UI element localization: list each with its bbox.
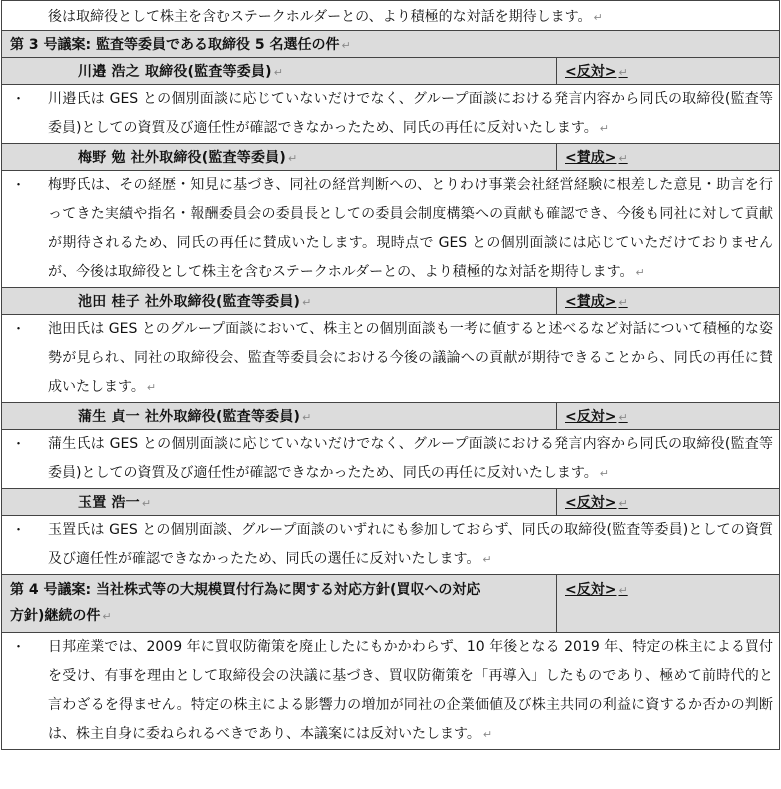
candidate-name-cell <box>2 489 557 516</box>
reason-cell <box>2 171 780 288</box>
continued-row <box>2 1 780 31</box>
vote-label: <賛成> <box>565 150 617 166</box>
reason-row <box>2 315 780 403</box>
return-mark: ↵ <box>482 553 492 566</box>
agenda3-title: 第 3 号議案: 監査等委員である取締役 5 名選任の件 <box>10 37 340 53</box>
return-mark: ↵ <box>618 152 628 165</box>
bullet-icon: ・ <box>12 437 26 452</box>
vote-label: <反対> <box>565 582 617 598</box>
return-mark: ↵ <box>599 122 609 135</box>
candidate-name-cell <box>2 288 557 315</box>
agenda4-title-line1: 第 4 号議案: 当社株式等の大規模買付行為に関する対応方針(買収への対応 <box>10 582 481 598</box>
reason-cell <box>2 85 780 144</box>
continued-text-cell <box>2 1 780 31</box>
reason-row <box>2 85 780 144</box>
candidate-name-cell <box>2 403 557 430</box>
reason-row <box>2 633 780 750</box>
bullet-icon: ・ <box>12 178 26 193</box>
return-mark: ↵ <box>302 411 312 424</box>
vote-cell <box>557 403 780 430</box>
vote-cell <box>557 489 780 516</box>
bullet-icon: ・ <box>12 523 26 538</box>
return-mark: ↵ <box>618 497 628 510</box>
vote-cell <box>557 58 780 85</box>
agenda4-title-cell <box>2 575 557 633</box>
vote-label: <賛成> <box>565 294 617 310</box>
reason-text: 玉置氏は GES との個別面談、グループ面談のいずれにも参加しておらず、同氏の取締役(監査等委員)としての資質及び適任性が確認できなかったため、同氏の選任に反対いたします。 <box>48 522 774 567</box>
reason-row <box>2 171 780 288</box>
reason-cell <box>2 430 780 489</box>
agenda3-header-row <box>2 31 780 58</box>
candidate-row <box>2 403 780 430</box>
agenda4-title-line2: 方針)継続の件 <box>10 608 101 624</box>
reason-row <box>2 516 780 575</box>
return-mark: ↵ <box>102 610 112 623</box>
return-mark: ↵ <box>302 296 312 309</box>
reason-text: 川邉氏は GES との個別面談に応じていないだけでなく、グループ面談における発言内容から同氏の取締役(監査等委員)としての資質及び適任性が確認できなかったため、同氏の再任に反対いたします。 <box>48 91 774 136</box>
reason-text-wrap <box>48 516 779 574</box>
candidate-name-cell <box>2 144 557 171</box>
return-mark: ↵ <box>287 152 298 165</box>
reason-cell <box>2 633 780 750</box>
bullet-icon: ・ <box>12 322 26 337</box>
return-mark: ↵ <box>341 39 351 52</box>
return-mark: ↵ <box>146 381 157 394</box>
return-mark: ↵ <box>141 497 152 510</box>
return-mark: ↵ <box>618 66 628 79</box>
candidate-row <box>2 144 780 171</box>
return-mark: ↵ <box>618 411 628 424</box>
reason-text: 蒲生氏は GES との個別面談に応じていないだけでなく、グループ面談における発言内容から同氏の取締役(監査等委員)としての資質及び適任性が確認できなかったため、同氏の再任に反対いたします。 <box>48 436 774 481</box>
continued-text: 後は取締役として株主を含むステークホルダーとの、より積極的な対話を期待します。 <box>48 8 592 25</box>
candidate-row <box>2 288 780 315</box>
reason-text-wrap <box>48 633 779 749</box>
reason-row <box>2 430 780 489</box>
agenda4-title-line2-wrap <box>10 603 556 630</box>
candidate-name: 玉置 浩一 <box>78 495 140 511</box>
vote-cell <box>557 288 780 315</box>
candidate-name-cell <box>2 58 557 85</box>
reason-text-wrap <box>48 430 779 488</box>
vote-cell <box>557 144 780 171</box>
vote-cell <box>557 575 780 633</box>
reason-text: 日邦産業では、2009 年に買収防衛策を廃止したにもかかわらず、10 年後となる 2019 年、特定の株主による買付を受け、有事を理由として取締役会の決議に基づき、買収防衛策を「再導入」したものであり、極めて前時代的と言わざるを得ません。特定の株主による影響力の増加が同社の企業価値及び株主共同の利益に資するか否かの判断は、株主自身に委ねられるべきであり、本議案には反対いたします。 <box>48 639 774 742</box>
vote-label: <反対> <box>565 495 617 511</box>
bullet-icon: ・ <box>12 640 26 655</box>
vote-label: <反対> <box>565 409 617 425</box>
agenda3-title-cell <box>2 31 780 58</box>
return-mark: ↵ <box>593 10 603 24</box>
agenda4-header-row <box>2 575 780 633</box>
candidate-row <box>2 489 780 516</box>
reason-cell <box>2 516 780 575</box>
reason-text-wrap <box>48 315 779 402</box>
reason-text: 梅野氏は、その経歴・知見に基づき、同社の経営判断への、とりわけ事業会社経営経験に根差した意見・助言を行ってきた実績や指名・報酬委員会の委員長としての委員会制度構築への貢献も確認でき、今後も同社に対して貢献が期待されるため、同氏の再任に賛成いたします。現時点で GES との個別面談には応じていただけておりませんが、今後は取締役として株主を含むステークホルダーとの、より積極的な対話を期待します。 <box>48 177 774 280</box>
return-mark: ↵ <box>635 266 645 279</box>
candidate-row <box>2 58 780 85</box>
candidate-name: 蒲生 貞一 社外取締役(監査等委員) <box>78 409 301 425</box>
reason-text: 池田氏は GES とのグループ面談において、株主との個別面談も一考に値すると述べるなど対話について積極的な姿勢が見られ、同社の取締役会、監査等委員会における今後の議論への貢献が期待できることから、同氏の再任に賛成いたします。 <box>48 321 774 395</box>
return-mark: ↵ <box>618 584 628 597</box>
reason-text-wrap <box>48 171 779 287</box>
return-mark: ↵ <box>273 66 284 79</box>
return-mark: ↵ <box>599 467 609 480</box>
candidate-name: 池田 桂子 社外取締役(監査等委員) <box>78 294 301 310</box>
candidate-name: 川邉 浩之 取締役(監査等委員) <box>78 64 272 80</box>
reason-text-wrap <box>48 85 779 143</box>
bullet-icon: ・ <box>12 92 26 107</box>
candidate-name: 梅野 勉 社外取締役(監査等委員) <box>78 150 286 166</box>
return-mark: ↵ <box>618 296 628 309</box>
voting-table <box>1 0 780 750</box>
return-mark: ↵ <box>482 728 493 741</box>
reason-cell <box>2 315 780 403</box>
vote-label: <反対> <box>565 64 617 80</box>
